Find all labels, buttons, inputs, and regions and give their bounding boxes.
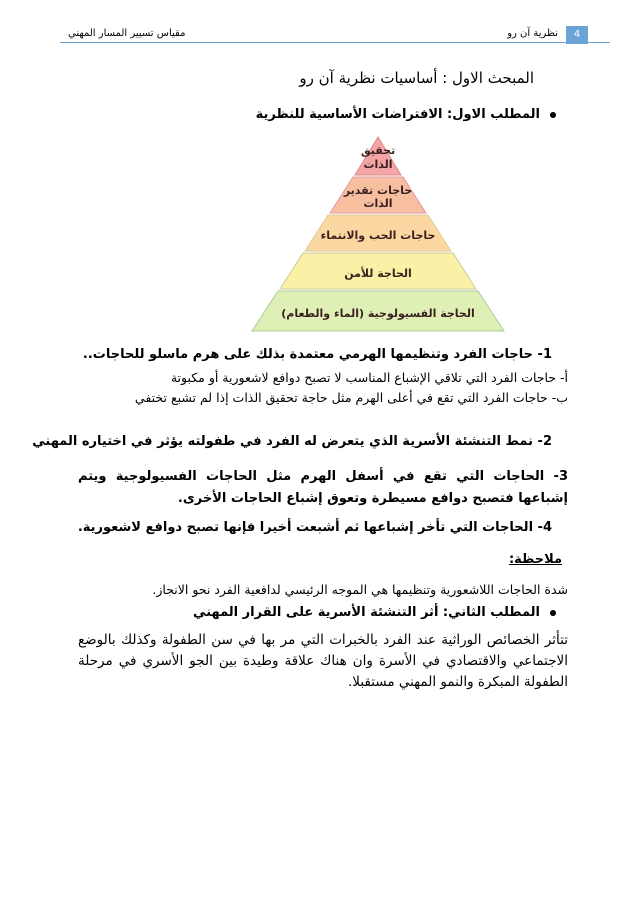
pyramid-label-1: تحقيق الذات	[360, 144, 396, 171]
item-3: 3- الحاجات التي تقع في أسفل الهرم مثل الحاجات الفسيولوجية ويتم إشباعها فتصبح دوافع مسيطرة وتعوق إشباع الحاجات الأخرى.	[78, 469, 568, 506]
header-document-title: مقياس تسيير المسار المهني	[68, 28, 186, 39]
bullet-icon	[550, 112, 556, 118]
subsection-heading-1-text: المطلب الاول: الافتراضات الأساسية للنظرية	[255, 107, 540, 122]
final-paragraph: تتأثر الخصائص الوراثية عند الفرد بالخبرات التي مر بها في سن الطفولة وكذلك بالوضع الاجتماعي والاقتصادي في الأسرة وان هناك علاقة وطيدة بين الجو الأسري في مرحلة الطفولة المبكرة والنمو المهني مستقبلا.	[78, 632, 568, 690]
section-heading: المبحث الاول : أساسيات نظرية آن رو	[299, 69, 534, 87]
pyramid-label-3: حاجات الحب والانتماء	[320, 228, 436, 242]
page-number-badge: 4	[566, 26, 588, 44]
page-header	[66, 26, 588, 48]
pyramid-label-4: الحاجة للأمن	[344, 266, 412, 280]
pyramid-label-5: الحاجة الفسيولوجية (الماء والطعام)	[281, 306, 475, 320]
subsection-heading-1	[256, 107, 556, 122]
subsection-heading-2	[193, 605, 556, 620]
header-rule	[60, 42, 610, 43]
pyramid-label-2: حاجات تقدير الذات	[343, 184, 413, 210]
note-label: ملاحظة:	[508, 552, 562, 567]
maslow-pyramid	[238, 135, 518, 335]
item-4: 4- الحاجات التي تأخر إشباعها ثم أشبعت أخيرا فإنها تصبح دوافع لاشعورية.	[77, 520, 552, 535]
item-1b: ب- حاجات الفرد التي تقع في أعلى الهرم مثل حاجة تحقيق الذات إذا لم تشبع تختفي	[134, 390, 568, 405]
item-1: 1- حاجات الفرد وتنظيمها الهرمي معتمدة بذلك على هرم ماسلو للحاجات..	[82, 347, 552, 362]
bullet-icon	[550, 610, 556, 616]
header-section-name: نظرية آن رو	[507, 28, 558, 39]
item-2: 2- نمط التنشئة الأسرية الذي يتعرض له الفرد في طفولته يؤثر في اختياره المهني	[32, 434, 552, 449]
note-text: شدة الحاجات اللاشعورية وتنظيمها هي الموجه الرئيسي لدافعية الفرد نحو الانجاز.	[152, 582, 568, 597]
item-1a: أ- حاجات الفرد التي تلاقي الإشباع المناسب لا تصبح دوافع لاشعورية أو مكبوتة	[170, 370, 568, 385]
item-1-subpoints	[78, 368, 568, 408]
subsection-heading-2-text: المطلب الثاني: أثر التنشئة الأسرية على القرار المهني	[193, 605, 540, 620]
